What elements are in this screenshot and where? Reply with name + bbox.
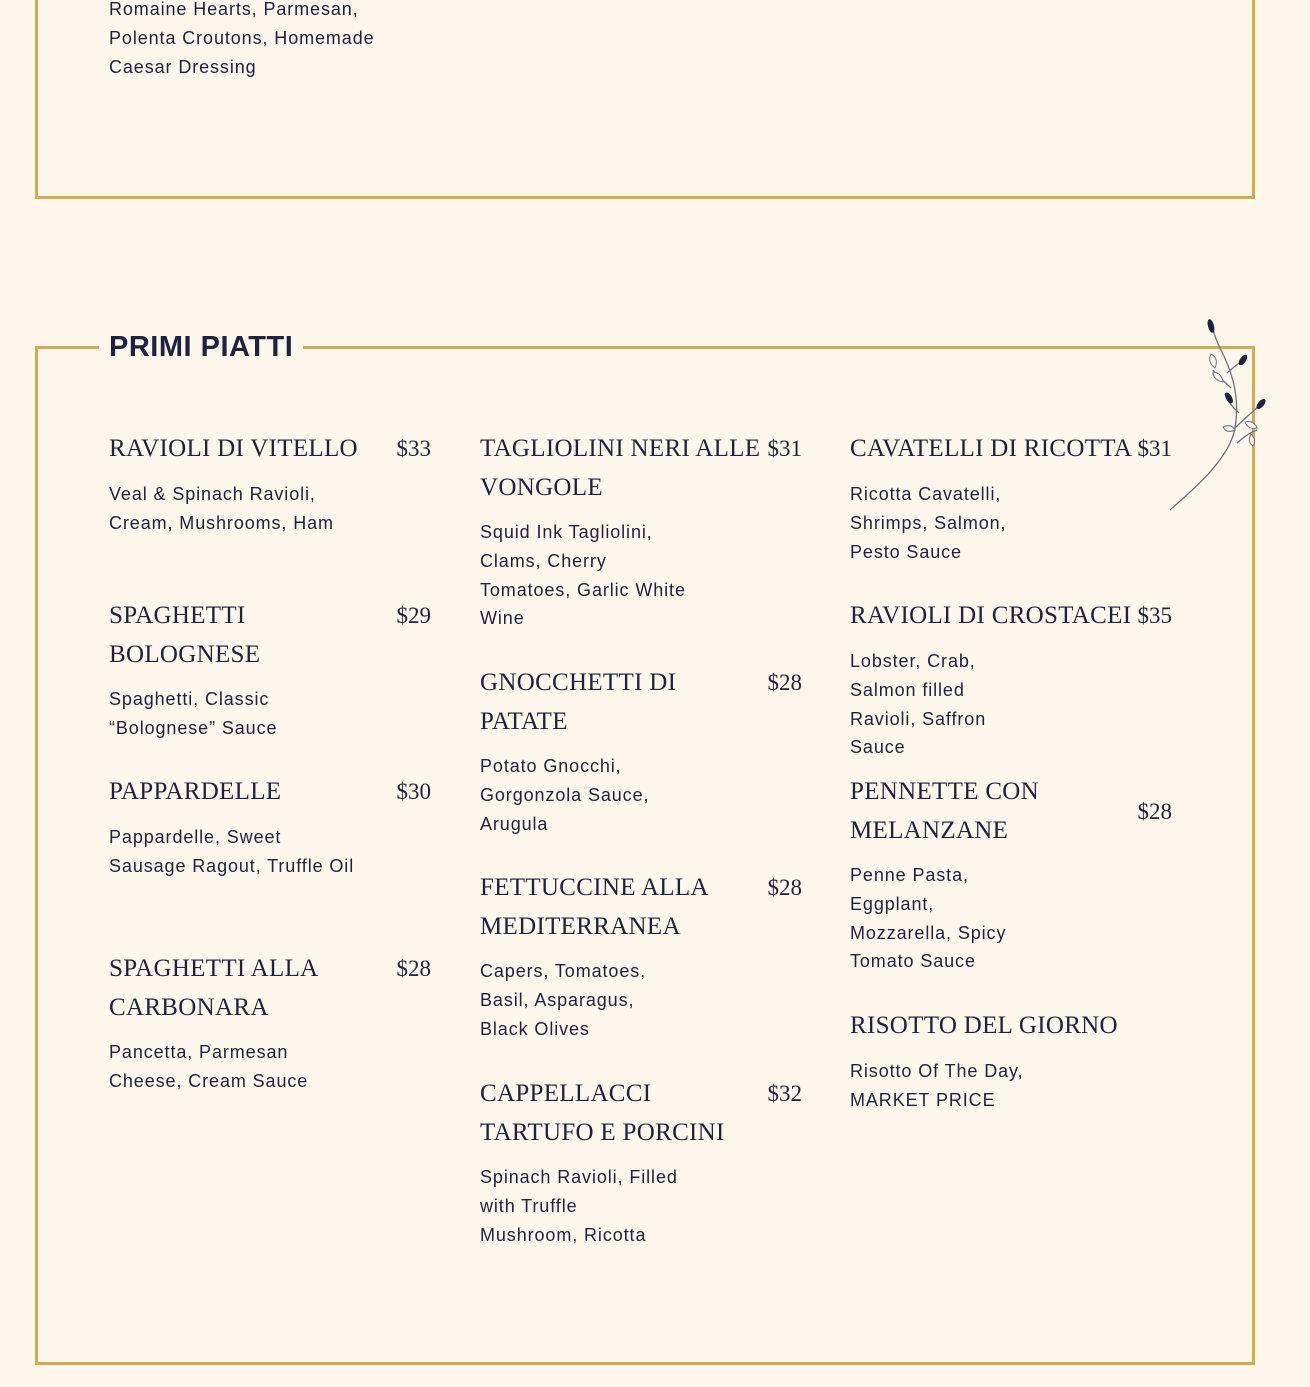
menu-item-gnocchetti-di-patate	[480, 664, 810, 844]
menu-item-spaghetti-bolognese	[109, 597, 439, 747]
menu-item-pennette-con-melanzane	[850, 773, 1180, 983]
menu-item-price: $28	[767, 670, 802, 695]
menu-item-price: $31	[1137, 436, 1172, 461]
menu-item-cappellacci-tartufo-e-porcini	[480, 1075, 810, 1255]
previous-item-description: Romaine Hearts, Parmesan, Polenta Croutons, Homemade Caesar Dressing	[109, 0, 375, 77]
menu-item-price: $29	[396, 603, 431, 628]
menu-item-description: Squid Ink Tagliolini, Clams, Cherry Tomatoes, Garlic White Wine	[480, 522, 686, 629]
menu-item-name: GNOCCHETTI DI PATATE	[480, 669, 677, 735]
menu-item-description: Lobster, Crab, Salmon filled Ravioli, Saffron Sauce	[850, 651, 987, 758]
menu-item-price: $32	[767, 1081, 802, 1106]
menu-item-name: SPAGHETTI ALLA CARBONARA	[109, 955, 318, 1021]
menu-item-name: CAVATELLI DI RICOTTA	[850, 435, 1133, 462]
menu-item-ravioli-di-vitello	[109, 430, 439, 570]
menu-item-price: $30	[396, 779, 431, 804]
menu-item-pappardelle	[109, 773, 439, 913]
menu-item-price: $28	[1137, 799, 1172, 824]
menu-item-description: Potato Gnocchi, Gorgonzola Sauce, Arugula	[480, 756, 650, 834]
section-title: PRIMI PIATTI	[99, 329, 303, 365]
menu-item-risotto-del-giorno	[850, 1007, 1180, 1117]
menu-item-name: PENNETTE CON MELANZANE	[850, 778, 1040, 844]
menu-item-price: $28	[767, 875, 802, 900]
menu-item-fettuccine-alla-mediterranea	[480, 869, 810, 1049]
menu-item-price: $28	[396, 956, 431, 981]
menu-item-description: Ricotta Cavatelli, Shrimps, Salmon, Pesto Sauce	[850, 484, 1007, 562]
menu-item-name: FETTUCCINE ALLA MEDITERRANEA	[480, 874, 708, 940]
menu-item-spaghetti-alla-carbonara	[109, 950, 439, 1130]
menu-item-description: Spaghetti, Classic “Bolognese” Sauce	[109, 689, 278, 738]
menu-item-name: PAPPARDELLE	[109, 778, 282, 805]
menu-item-description: Pancetta, Parmesan Cheese, Cream Sauce	[109, 1042, 309, 1091]
menu-item-description: Veal & Spinach Ravioli, Cream, Mushrooms, Ham	[109, 484, 334, 533]
menu-item-name: CAPPELLACCI TARTUFO E PORCINI	[480, 1080, 725, 1146]
floral-sprig-icon	[1165, 318, 1270, 513]
menu-item-price: $35	[1137, 603, 1172, 628]
menu-item-description: Risotto Of The Day, MARKET PRICE	[850, 1061, 1024, 1110]
menu-item-description: Spinach Ravioli, Filled with Truffle Mushroom, Ricotta	[480, 1167, 678, 1245]
menu-item-description: Pappardelle, Sweet Sausage Ragout, Truffle Oil	[109, 827, 355, 876]
menu-item-description: Penne Pasta, Eggplant, Mozzarella, Spicy Tomato Sauce	[850, 865, 1007, 972]
menu-item-name: RAVIOLI DI CROSTACEI	[850, 602, 1132, 629]
menu-item-name: SPAGHETTI BOLOGNESE	[109, 602, 261, 668]
menu-item-cavatelli-di-ricotta	[850, 430, 1180, 570]
menu-item-price: $33	[396, 436, 431, 461]
menu-item-name: RAVIOLI DI VITELLO	[109, 435, 358, 462]
menu-item-ravioli-di-crostacei	[850, 597, 1180, 757]
menu-item-description: Capers, Tomatoes, Basil, Asparagus, Black Olives	[480, 961, 647, 1039]
menu-item-tagliolini-neri-alle-vongole	[480, 430, 810, 640]
menu-item-price: $31	[767, 436, 802, 461]
menu-item-name: TAGLIOLINI NERI ALLE VONGOLE	[480, 435, 761, 501]
menu-item-name: RISOTTO DEL GIORNO	[850, 1012, 1118, 1039]
